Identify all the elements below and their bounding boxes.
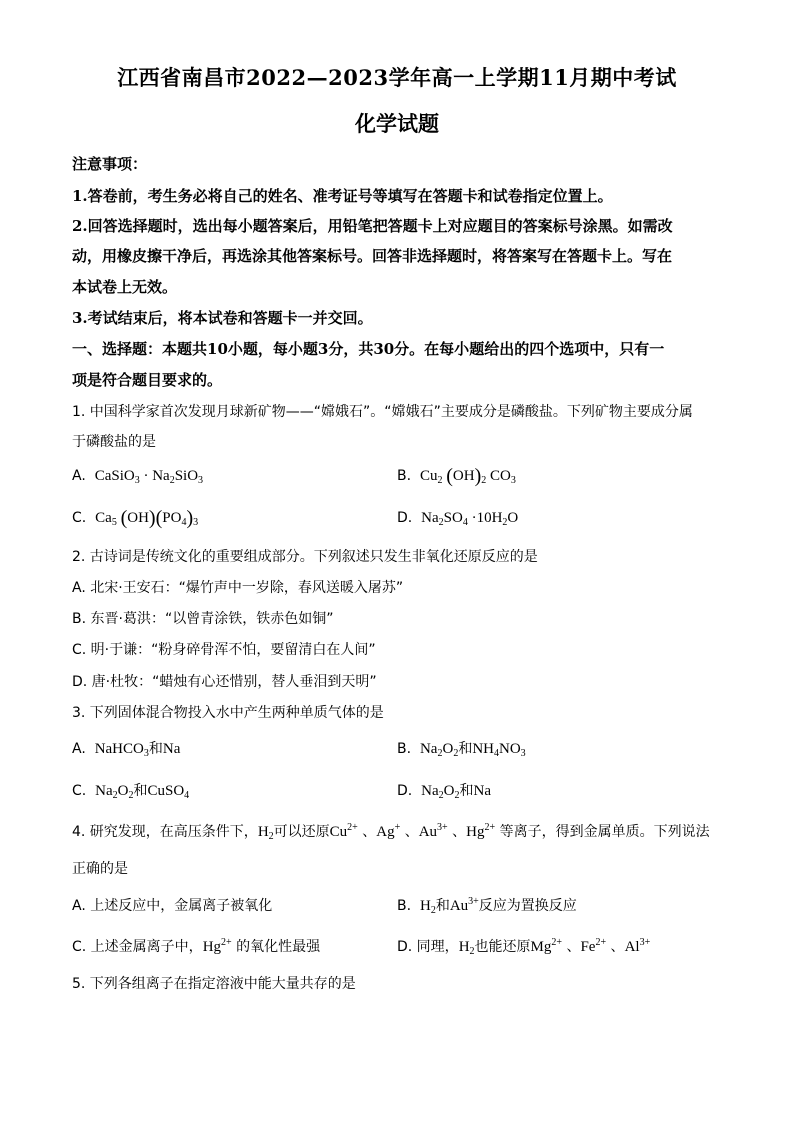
q1-option-b: B. $Cu_2$ $(OH)_2$ $CO_3$	[397, 465, 516, 487]
q2-option-d: D. 唐·杜牧：“蜡烛有心还惜别，替人垂泪到天明”	[72, 674, 377, 690]
q4-option-c: C. 上述金属离子中，$Hg^{2+}$ 的氧化性最强	[72, 937, 321, 955]
exam-subtitle: 化学试题	[355, 111, 439, 136]
q4-option-d: D. 同理，$H_2$也能还原$Mg^{2+}$ 、$Fe^{2+}$ 、$Al^{3+}$	[397, 937, 651, 957]
q5-stem: 5. 下列各组离子在指定溶液中能大量共存的是	[72, 976, 356, 992]
q3-option-b: B. $Na_2O_2$和$NH_4NO_3$	[397, 741, 526, 759]
q2-option-a: A. 北宋·王安石：“爆竹声中一岁除，春风送暖入屠苏”	[72, 580, 404, 596]
q4-option-b: B. $H_2$和$Au^{3+}$反应为置换反应	[397, 896, 577, 916]
exam-title: 江西省南昌市2022—2023学年高一上学期11月期中考试	[117, 65, 677, 90]
section-heading-line-1: 一、选择题：本题共10小题，每小题3分，共30分。在每小题给出的四个选项中，只有一	[72, 340, 665, 358]
notice-item-2-line-2: 动，用橡皮擦干净后，再选涂其他答案标号。回答非选择题时，将答案写在答题卡上。写在	[72, 247, 673, 265]
q1-stem-line-1: 1. 中国科学家首次发现月球新矿物——“嫦娥石”。“嫦娥石”主要成分是磷酸盐。下列矿物主要成分属	[72, 404, 693, 420]
notice-item-1: 1.答卷前，考生务必将自己的姓名、准考证号等填写在答题卡和试卷指定位置上。	[72, 187, 613, 205]
q3-option-a: A. NaHCO$_3$和Na	[72, 741, 181, 759]
q2-stem: 2. 古诗词是传统文化的重要组成部分。下列叙述只发生非氧化还原反应的是	[72, 549, 538, 565]
q4-stem-line-2: 正确的是	[72, 861, 128, 877]
q1-option-a: A. CaSiO$_3$ · $Na_2SiO_3$	[72, 468, 204, 486]
q3-option-d: D. $Na_2O_2$和Na	[397, 783, 491, 801]
notice-item-2-line-1: 2.回答选择题时，选出每小题答案后，用铅笔把答题卡上对应题目的答案标号涂黑。如需改	[72, 217, 673, 235]
q4-option-a: A. 上述反应中，金属离子被氧化	[72, 898, 273, 914]
q1-option-d: D. $Na_2SO_4 \cdot 10H_2O$	[397, 510, 519, 528]
q3-stem: 3. 下列固体混合物投入水中产生两种单质气体的是	[72, 705, 384, 721]
notice-item-2-line-3: 本试卷上无效。	[72, 278, 178, 296]
q1-stem-line-2: 于磷酸盐的是	[72, 434, 156, 450]
q4-stem-line-1: 4. 研究发现，在高压条件下，$H_2$可以还原$Cu^{2+}$ 、Ag+ 、$Au^{3+}$ 、$Hg^{2+}$ 等离子，得到金属单质。下列说法	[72, 822, 710, 842]
section-heading-line-2: 项是符合题目要求的。	[72, 371, 223, 389]
q2-option-c: C. 明·于谦：“粉身碎骨浑不怕，要留清白在人间”	[72, 642, 376, 658]
notice-heading: 注意事项：	[72, 155, 148, 173]
q1-option-c: C. $Ca_5$ $(OH)(PO_4)_3$	[72, 507, 199, 529]
q3-option-c: C. $Na_2O_2$和CuSO$_4$	[72, 783, 190, 801]
notice-item-3: 3.考试结束后，将本试卷和答题卡一并交回。	[72, 309, 373, 327]
q2-option-b: B. 东晋·葛洪：“以曾青涂铁，铁赤色如铜”	[72, 611, 334, 627]
